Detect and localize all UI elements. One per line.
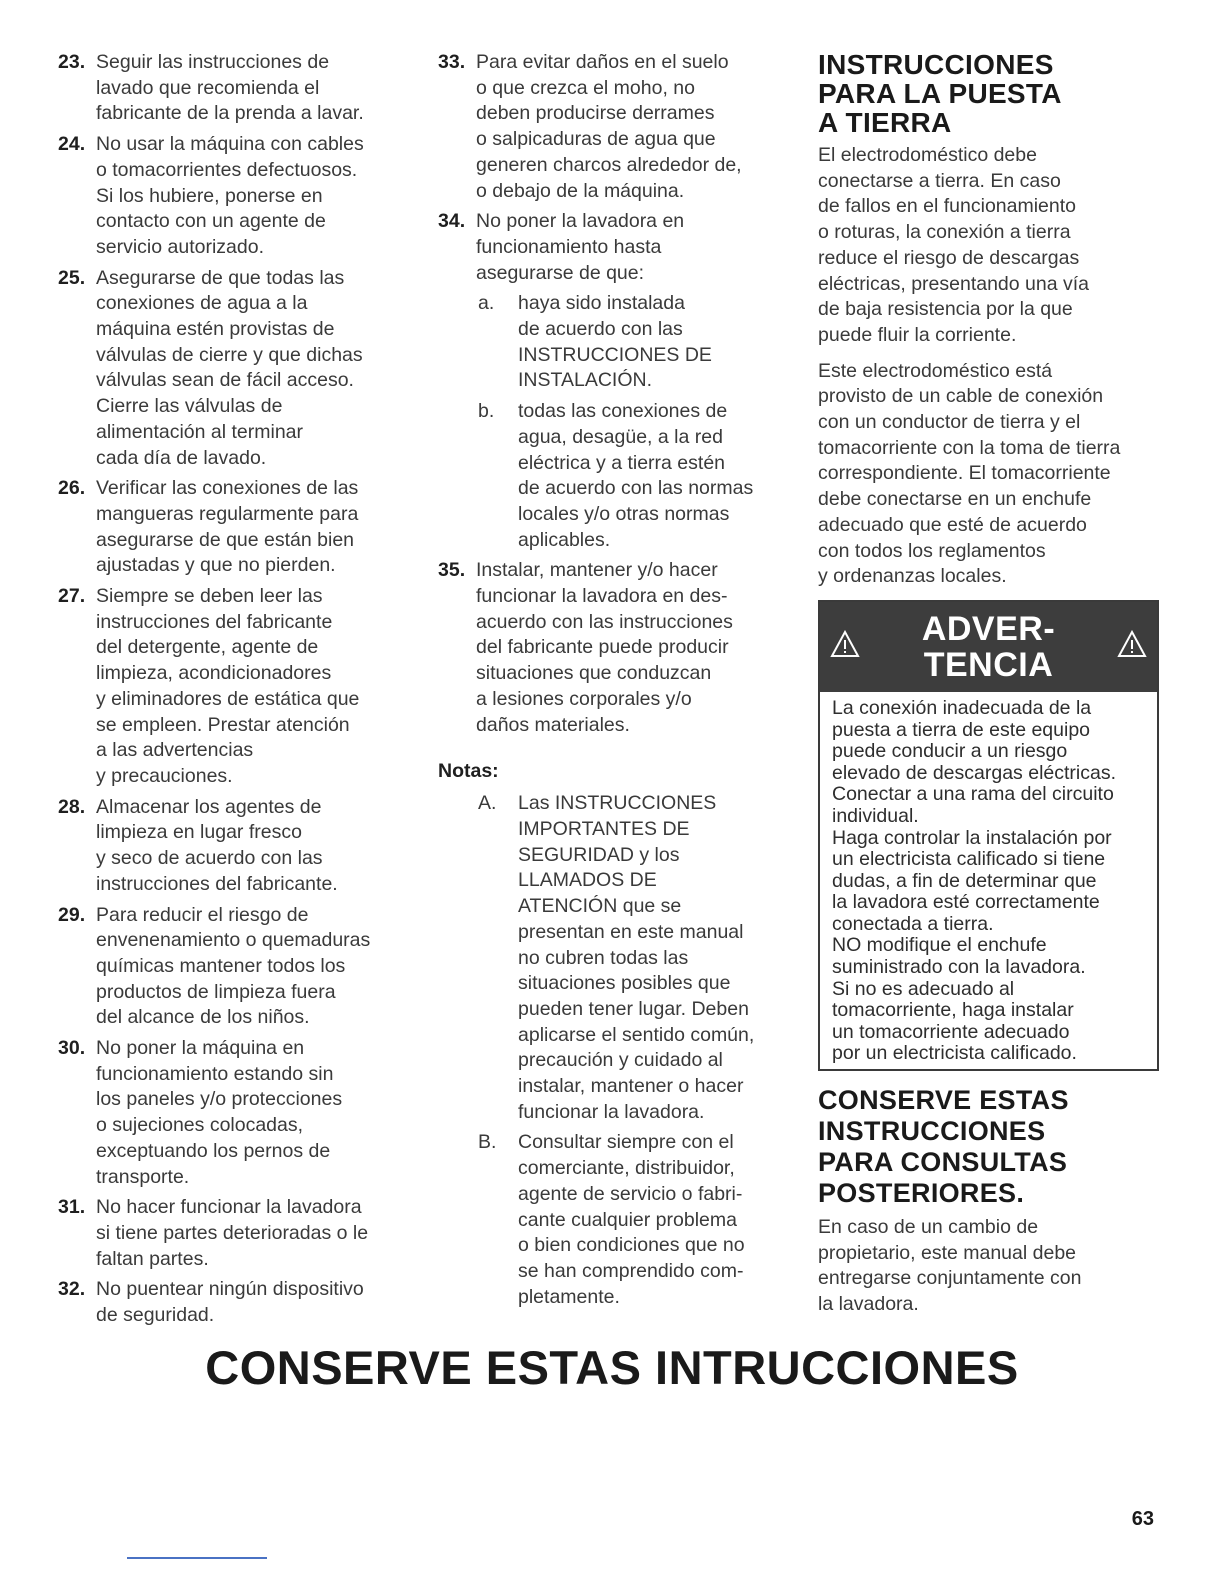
item-number: 31. bbox=[58, 1196, 86, 1219]
sub-item bbox=[478, 399, 783, 553]
item-number: 34. bbox=[438, 210, 466, 233]
item-text: Siempre se deben leer las instrucciones del fabricante del detergente, agente de limpieza, acondicionadores y eliminadores de estática que se empleen. Prestar atención a las advertencias y precauciones. bbox=[96, 585, 360, 787]
item-number: 25. bbox=[58, 266, 86, 289]
list-item bbox=[58, 795, 408, 898]
grounding-paragraph-2: Este electrodoméstico está provisto de un cable de conexión con un conductor de tierra y el tomacorriente con la toma de tierra correspondiente. El tomacorriente debe conectarse en un enchufe adecuado que esté de acuerdo con todos los reglamentos y ordenanzas locales. bbox=[818, 359, 1121, 588]
list-item bbox=[58, 584, 408, 790]
item-number: 28. bbox=[58, 795, 86, 818]
list-item bbox=[438, 209, 783, 286]
page-title: CONSERVE ESTAS INTRUCCIONES bbox=[205, 1341, 1019, 1394]
warning-text: La conexión inadecuada de la puesta a tierra de este equipo puede conducir a un riesgo elevado de descargas eléctricas. Conectar a una rama del circuito individual. Haga controlar la instalación por un electricista calificado si tiene dudas, a fin de determinar que la lavadora esté correctamente conectada a tierra. NO modifique el enchufe suministrado con la lavadora. Si no es adecuado al tomacorriente, haga instalar un tomacorriente adecuado por un electricista calificado. bbox=[832, 696, 1116, 1065]
sub-item-text: todas las conexiones de agua, desagüe, a la red eléctrica y a tierra estén de acuerdo con las normas locales y/o otras normas aplicables. bbox=[518, 400, 754, 551]
grounding-paragraph-1: El electrodoméstico debe conectarse a tierra. En caso de fallos en el funcionamiento o roturas, la conexión a tierra reduce el riesgo de descargas eléctricas, presentando una vía de baja resistencia por la que puede fluir la corriente. bbox=[818, 144, 1090, 346]
column-right bbox=[818, 50, 1163, 1328]
item-text: Verificar las conexiones de las mangueras regularmente para asegurarse de que están bien ajustadas y que no pierden. bbox=[96, 477, 359, 577]
note-letter: A. bbox=[478, 792, 497, 815]
list-item bbox=[58, 476, 408, 579]
warning-box bbox=[818, 600, 1159, 1071]
item-text: No poner la lavadora en funcionamiento hasta asegurarse de que: bbox=[476, 210, 685, 284]
conserve-heading: CONSERVE ESTAS INSTRUCCIONES PARA CONSULTAS POSTERIORES. bbox=[818, 1085, 1069, 1209]
item-text: No poner la máquina en funcionamiento estando sin los paneles y/o protecciones o sujeciones colocadas, exceptuando los pernos de transporte. bbox=[96, 1037, 343, 1188]
item-number: 30. bbox=[58, 1037, 86, 1060]
item-text: No puentear ningún dispositivo de seguridad. bbox=[96, 1278, 364, 1327]
item-text: Asegurarse de que todas las conexiones de agua a la máquina estén provistas de válvulas de cierre y que dichas válvulas sean de fácil acceso. Cierre las válvulas de alimentación al terminar cada día de lavado. bbox=[96, 266, 363, 469]
item-text: Instalar, mantener y/o hacer funcionar la lavadora en des- acuerdo con las instrucciones del fabricante puede producir situaciones que conduzcan a lesiones corporales y/o daños materiales. bbox=[476, 559, 733, 736]
notes-heading: Notas: bbox=[438, 760, 499, 783]
note-letter: B. bbox=[478, 1131, 497, 1154]
grounding-heading: INSTRUCCIONES PARA LA PUESTA A TIERRA bbox=[818, 49, 1062, 138]
note-item bbox=[478, 1130, 783, 1310]
warning-title: ADVER- TENCIA bbox=[921, 609, 1056, 684]
item-text: No hacer funcionar la lavadora si tiene partes deterioradas o le faltan partes. bbox=[96, 1196, 369, 1270]
note-text: Consultar siempre con el comerciante, distribuidor, agente de servicio o fabri- cante cualquier problema o bien condiciones que no se han comprendido com- pletamente. bbox=[518, 1131, 745, 1308]
warning-triangle-icon bbox=[830, 630, 860, 658]
list-item bbox=[438, 50, 783, 204]
list-item bbox=[58, 1036, 408, 1190]
divider-line bbox=[127, 1557, 267, 1559]
item-text: Para reducir el riesgo de envenenamiento o quemaduras químicas mantener todos los productos de limpieza fuera del alcance de los niños. bbox=[96, 903, 371, 1029]
item-number: 26. bbox=[58, 477, 86, 500]
note-text: Las INSTRUCCIONES IMPORTANTES DE SEGURIDAD y los LLAMADOS DE ATENCIÓN que se presentan en este manual no cubren todas las situaciones posibles que pueden tener lugar. Deben aplicarse el sentido común, precaución y cuidado al instalar, mantener o hacer funcionar la lavadora. bbox=[518, 792, 755, 1123]
warning-triangle-icon bbox=[1117, 630, 1147, 658]
item-number: 24. bbox=[58, 133, 86, 156]
item-text: Para evitar daños en el suelo o que crezca el moho, no deben producirse derrames o salpicaduras de agua que generen charcos alrededor de, o debajo de la máquina. bbox=[476, 51, 742, 202]
list-item bbox=[58, 1277, 408, 1328]
sub-item-letter: b. bbox=[478, 400, 495, 423]
item-number: 23. bbox=[58, 51, 86, 73]
item-number: 32. bbox=[58, 1278, 86, 1301]
list-item bbox=[58, 50, 408, 127]
item-number: 35. bbox=[438, 559, 466, 582]
sub-item bbox=[478, 291, 783, 394]
list-item bbox=[58, 903, 408, 1032]
list-item bbox=[58, 266, 408, 472]
column-middle bbox=[438, 50, 783, 1315]
note-item bbox=[478, 791, 783, 1125]
list-item bbox=[58, 1195, 408, 1272]
item-number: 27. bbox=[58, 585, 86, 608]
sub-item-letter: a. bbox=[478, 292, 495, 315]
list-item bbox=[58, 132, 408, 261]
item-number: 33. bbox=[438, 51, 466, 73]
warning-header bbox=[820, 602, 1157, 692]
item-text: Almacenar los agentes de limpieza en lugar fresco y seco de acuerdo con las instrucciones del fabricante. bbox=[96, 795, 338, 895]
sub-item-text: haya sido instalada de acuerdo con las INSTRUCCIONES DE INSTALACIÓN. bbox=[518, 292, 712, 392]
item-text: Seguir las instrucciones de lavado que recomienda el fabricante de la prenda a lavar. bbox=[96, 51, 364, 125]
conserve-paragraph: En caso de un cambio de propietario, este manual debe entregarse conjuntamente con la lavadora. bbox=[818, 1216, 1082, 1316]
page-number: 63 bbox=[1131, 1508, 1154, 1530]
item-text: No usar la máquina con cables o tomacorrientes defectuosos. Si los hubiere, ponerse en contacto con un agente de servicio autorizado. bbox=[96, 133, 364, 258]
column-left bbox=[58, 50, 408, 1334]
list-item bbox=[438, 558, 783, 738]
item-number: 29. bbox=[58, 903, 86, 926]
